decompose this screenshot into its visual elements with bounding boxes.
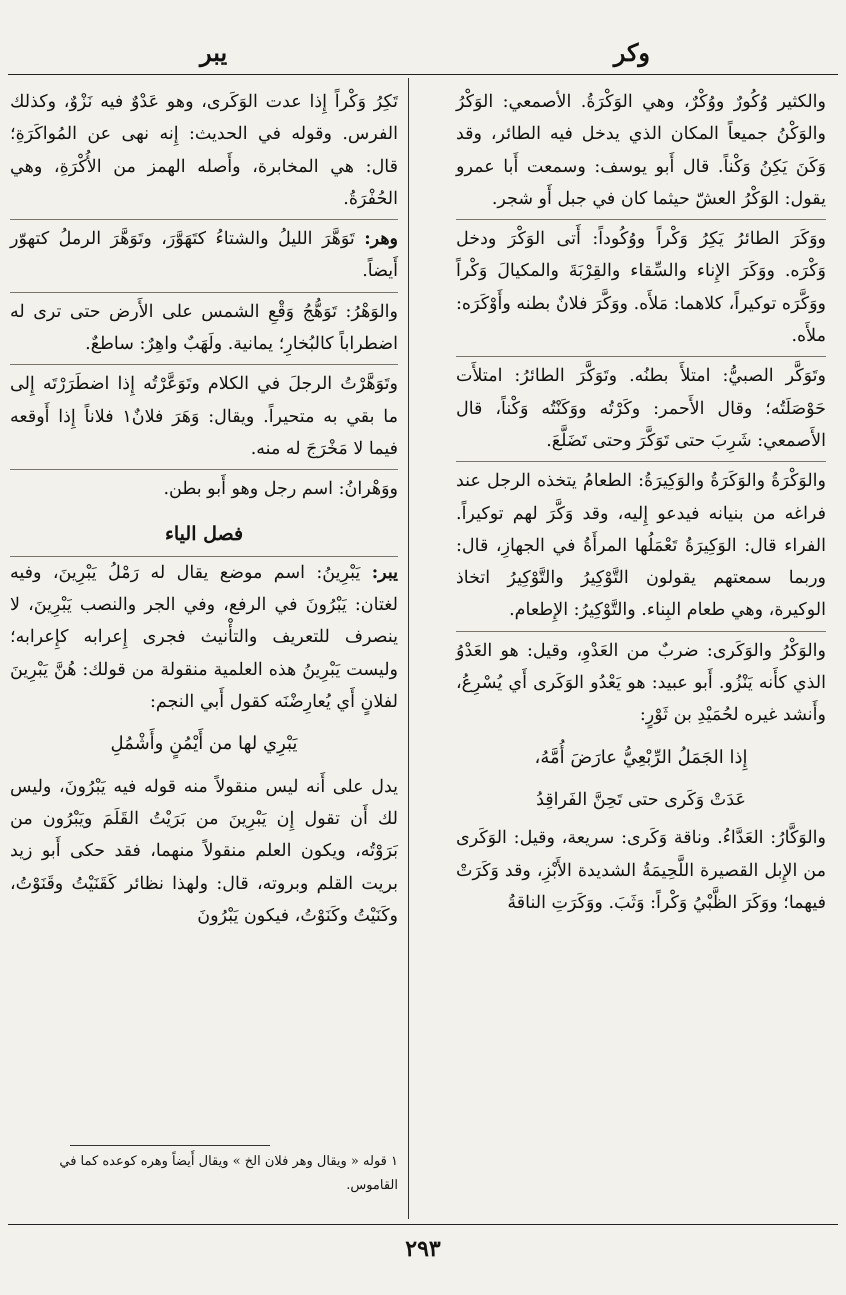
entry-paragraph [10,771,398,932]
paragraph-text: تَوَهَّرَ الليلُ والشتاءُ كتَهَوَّرَ، وتَوَهَّرَ الرملُ كتهوّر أَيضاً. [10,229,398,282]
paragraph-text: والوَكْرَةُ والوَكَرَةُ والوَكِيرَةُ: الطعامُ يتخذه الرجل عند فراغه من بنيانه فيدعو إِليه، وقد وَكَّرَ لهم توكيراً. الفراء قال: الوَكِيرَةُ تَعْمَلُها المرأَةُ في الجهازِ، قال: وربما سمعتهم يقولون التَّوْكِيرُ والتَّوْكِيرُ اتخاذ الوكيرة، وهي طعام البِناء. والتَّوْكِيرُ: الإِطعام. [456,471,826,621]
entry-paragraph [456,631,826,732]
paragraph-text: وتَوَهَّرْتُ الرجلَ في الكلام وتَوَعَّرْتُه إِذا اضطَرَرْتَه إِلى ما بقي به متحيراً. ويقال: وَهَرَ فلانٌ١ فلاناً إِذا أَوقعه فيما لا مَخْرَجَ له منه. [10,374,399,459]
headword: يبر: [371,562,398,583]
paragraph-text: تَكِرُ وَكْراً إِذا عدت الوَكَرى، وهو عَدْوٌ فيه نَزْوٌ، وكذلك الفرس. وقوله في الحديث: إِنه نهى عن المُواكَرَةِ؛ قال: هي المخابرة، وأَصله الهمز من الأُكْرَةِ، وهي الحُفْرَةُ. [10,92,398,209]
entry-paragraph [10,219,398,288]
left-column [10,86,398,932]
verse-line: عَدَتْ وَكَرى حتى تَحِنَّ الفَراقِدُ [536,789,746,810]
verse-line: يَبْرِي لها من أَيْمُنٍ وأَشْمُلِ [110,733,298,755]
running-head-left: يبر [200,38,228,67]
entry-paragraph [10,292,398,361]
paragraph-text: والوَكْرُ والوَكَرى: ضربٌ من العَدْوِ، وقيل: هو العَدْوُ الذي كأَنه يَنْزُو. أَبو عبيد: هو يَعْدُو الوَكَرى أَي يُسْرِعُ، وأَنشد غيره لحُمَيْدِ بن ثَوْرٍ: [456,640,826,726]
paragraph-text: والوَهْرُ: تَوَهُّجُ وَقْعِ الشمس على الأَرض حتى ترى له اضطراباً كالبُخارِ؛ يمانية. ولَهَبٌ واهِرٌ: ساطعٌ. [10,301,398,355]
footer-rule [8,1224,838,1225]
section-title: فصل الياء [164,522,244,545]
right-column [456,86,826,919]
headword: وهر: [364,229,398,250]
page-number: ٢٩٣ [405,1236,441,1262]
entry-paragraph [456,461,826,626]
footnote-rule [70,1145,270,1146]
column-divider [408,78,409,1219]
entry-paragraph [456,356,826,457]
paragraph-text: يدل على أَنه ليس منقولاً منه قوله فيه يَبْرُونَ، وليس لك أَن تقول إِن يَبْرِينَ من بَرَيْتُ القَلَمَ ويَبْرُون من بَرَوْتُه، ويكون العلم منقولاً منهما، فقد حكى أَبو زيد بريت القلم وبروته، قال: ولهذا نظائر كَقَنَيْتُ وقَنَوْتُ، وكَنَيْتُ وكَنَوْتُ، فيكون يَبْرُونَ [10,776,398,926]
paragraph-text: والوَكَّارُ: العَدَّاءُ. وناقة وَكَرى: سريعة، وقيل: الوَكَرى من الإِبل القصيرة اللَّحِيمَةُ الشديدة الأَبْزِ، وقد وَكَرَتْ فيهما؛ ووَكَرَ الظَّبْيُ وَكْراً: وَثَبَ. ووَكَرَتِ الناقةُ [456,828,826,913]
paragraph-text: ووَكَرَ الطائرُ يَكِرُ وَكْراً ووُكُوداً: أَتى الوَكْرَ ودخل وَكْرَه. ووَكَرَ الإِناء والسِّقاء والقِرْبَةَ والمكيالَ وَكْراً ووَكَّرَه توكيراً، كلاهما: مَلأَه. ووَكَّرَ فلانٌ بطنه وأَوْكَرَه: ملأَه. [456,229,826,347]
entry-paragraph [10,556,398,718]
entry-paragraph [10,86,398,215]
paragraph-text: وتَوَكَّر الصبيُّ: امتلأَ بطنُه. وتَوَكَّرَ الطائرُ: امتلأَت حَوْصَلَتُه؛ وقال الأَحمر: وكَرْتُه ووَكَنْتُه وَكْناً، قال الأَصمعي: شَرِبَ حتى تَوَكَّرَ وحتى تَضَلَّعَ. [456,366,826,451]
entry-paragraph [456,822,826,919]
verse-line: إِذا الجَمَلُ الرِّبْعِيُّ عارَضَ أُمَّهُ، [534,746,748,768]
paragraph-text: ووَهْرانُ: اسم رجل وهو أَبو بطن. [163,479,398,500]
paragraph-text: يَبْرِينُ: اسم موضع يقال له رَمْلُ يَبْرِينَ، وفيه لغتان: يَبْرُونَ في الرفع، وفي الجر والنصب يَبْرِينَ، لا ينصرف للتعريف والتأْنيث فجرى إِعرابه كإِعرابه؛ وليست يَبْرِينُ هذه العلمية منقولة من قولك: هُنَّ يَبْرِينَ لفلانٍ أَي يُعارِضْنَه كقول أَبي النجم: [10,562,398,713]
entry-paragraph [456,219,826,352]
paragraph-text: والكثير وُكُورٌ ووُكْرٌ، وهي الوَكْرَةُ. الأصمعي: الوَكْرُ والوَكْنُ جميعاً المكان الذي يدخل فيه الطائر، وقد وَكَنَ يَكِنُ وَكْناً. قال أَبو يوسف: وسمعت أَبا عمرو يقول: الوَكْرُ العشّ حيثما كان في جبل أَو شجر. [456,92,826,209]
header-rule [8,74,838,75]
entry-paragraph [10,364,398,465]
entry-paragraph [456,86,826,215]
entry-paragraph [10,469,398,505]
footnote: ١ قوله « ويقال وهر فلان الخ » ويقال أَيضاً وهره كوعده كما في القاموس. [59,1154,398,1193]
running-head-right: وكر [613,38,650,67]
